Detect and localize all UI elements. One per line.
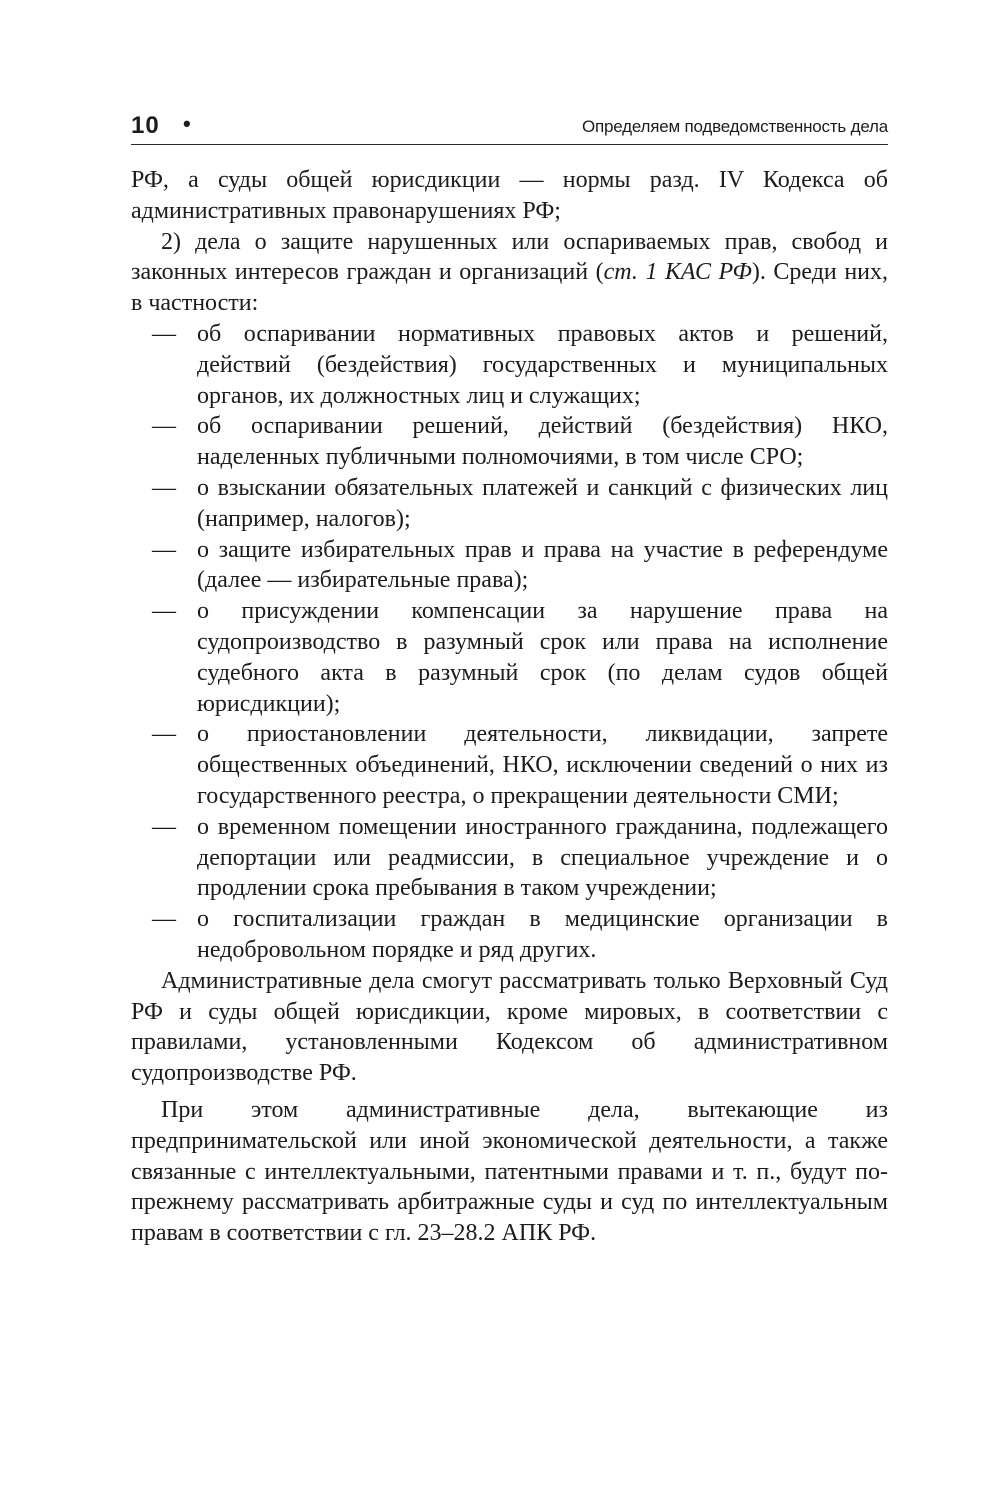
statute-reference: ст. 1 КАС РФ [603, 259, 752, 286]
body-text [131, 165, 888, 1249]
list-item-text: о защите избирательных прав и права на участие в референдуме (далее — избирательные права); [197, 536, 888, 594]
list-item [131, 719, 888, 811]
dash-marker: — [152, 536, 176, 563]
list-item [131, 411, 888, 473]
running-title: Определяем подведомственность дела [581, 117, 888, 136]
dash-marker: — [152, 813, 176, 840]
paragraph-administrative-cases: Административные дела смогут рассматривать только Верховный Суд РФ и суды общей юрисдикции, кроме мировых, в соответствии с правилами, установленными Кодексом об административном судопроизводстве РФ. [131, 967, 888, 1087]
paragraph-item-2 [131, 227, 888, 319]
paragraph-continuation: РФ, а суды общей юрисдикции — нормы разд. IV Кодекса об административных правонарушениях РФ; [131, 167, 888, 224]
list-item-text: о взыскании обязательных платежей и санкций с физических лиц (например, налогов); [197, 474, 888, 532]
paragraph-item-2-end: ). Среди них, в частности: [131, 259, 888, 317]
page-number: 10 [131, 112, 160, 139]
list-item [131, 319, 888, 411]
list-item-text: об оспаривании нормативных правовых актов и решений, действий (бездействия) государственных и муниципальных органов, их должностных лиц и служащих; [197, 320, 888, 409]
list-item-text: о приостановлении деятельности, ликвидации, запрете общественных объединений, НКО, исключении сведений о них из государственного реестра, о прекращении деятельности СМИ; [197, 721, 888, 809]
list-item [131, 812, 888, 904]
list-item [131, 535, 888, 597]
dash-marker: — [152, 474, 176, 501]
paragraph-arbitration: При этом административные дела, вытекающие из предпринимательской или иной экономической деятельности, а также связанные с интеллектуальными, патентными правами и т. п., будут по-прежнему рассматривать арбитражные суды и суд по интеллектуальным правам в соответствии с гл. 23–28.2 АПК РФ. [131, 1096, 888, 1247]
header-bullet: • [183, 111, 191, 136]
dash-marker: — [152, 906, 176, 933]
list-item [131, 904, 888, 966]
case-type-list [131, 319, 888, 966]
paragraph-item-2-start: 2) дела о защите нарушенных или оспариваемых прав, свобод и законных интересов граждан и организаций ( [131, 228, 888, 286]
list-item-text: о госпитализации граждан в медицинские организации в недобровольном порядке и ряд других. [197, 906, 888, 963]
dash-marker: — [152, 598, 176, 625]
dash-marker: — [152, 721, 176, 748]
running-head [131, 108, 888, 145]
dash-marker: — [152, 413, 176, 440]
dash-marker: — [152, 320, 176, 347]
list-item [131, 473, 888, 535]
list-item-text: о временном помещении иностранного гражданина, подлежащего депортации или реадмиссии, в специальное учреждение и о продлении срока пребывания в таком учреждении; [197, 813, 888, 902]
list-item-text: о присуждении компенсации за нарушение права на судопроизводство в разумный срок или права на исполнение судебного акта в разумный срок (по делам судов общей юрисдикции); [197, 598, 888, 717]
list-item [131, 596, 888, 719]
list-item-text: об оспаривании решений, действий (бездействия) НКО, наделенных публичными полномочиями, в том числе СРО; [197, 413, 888, 471]
